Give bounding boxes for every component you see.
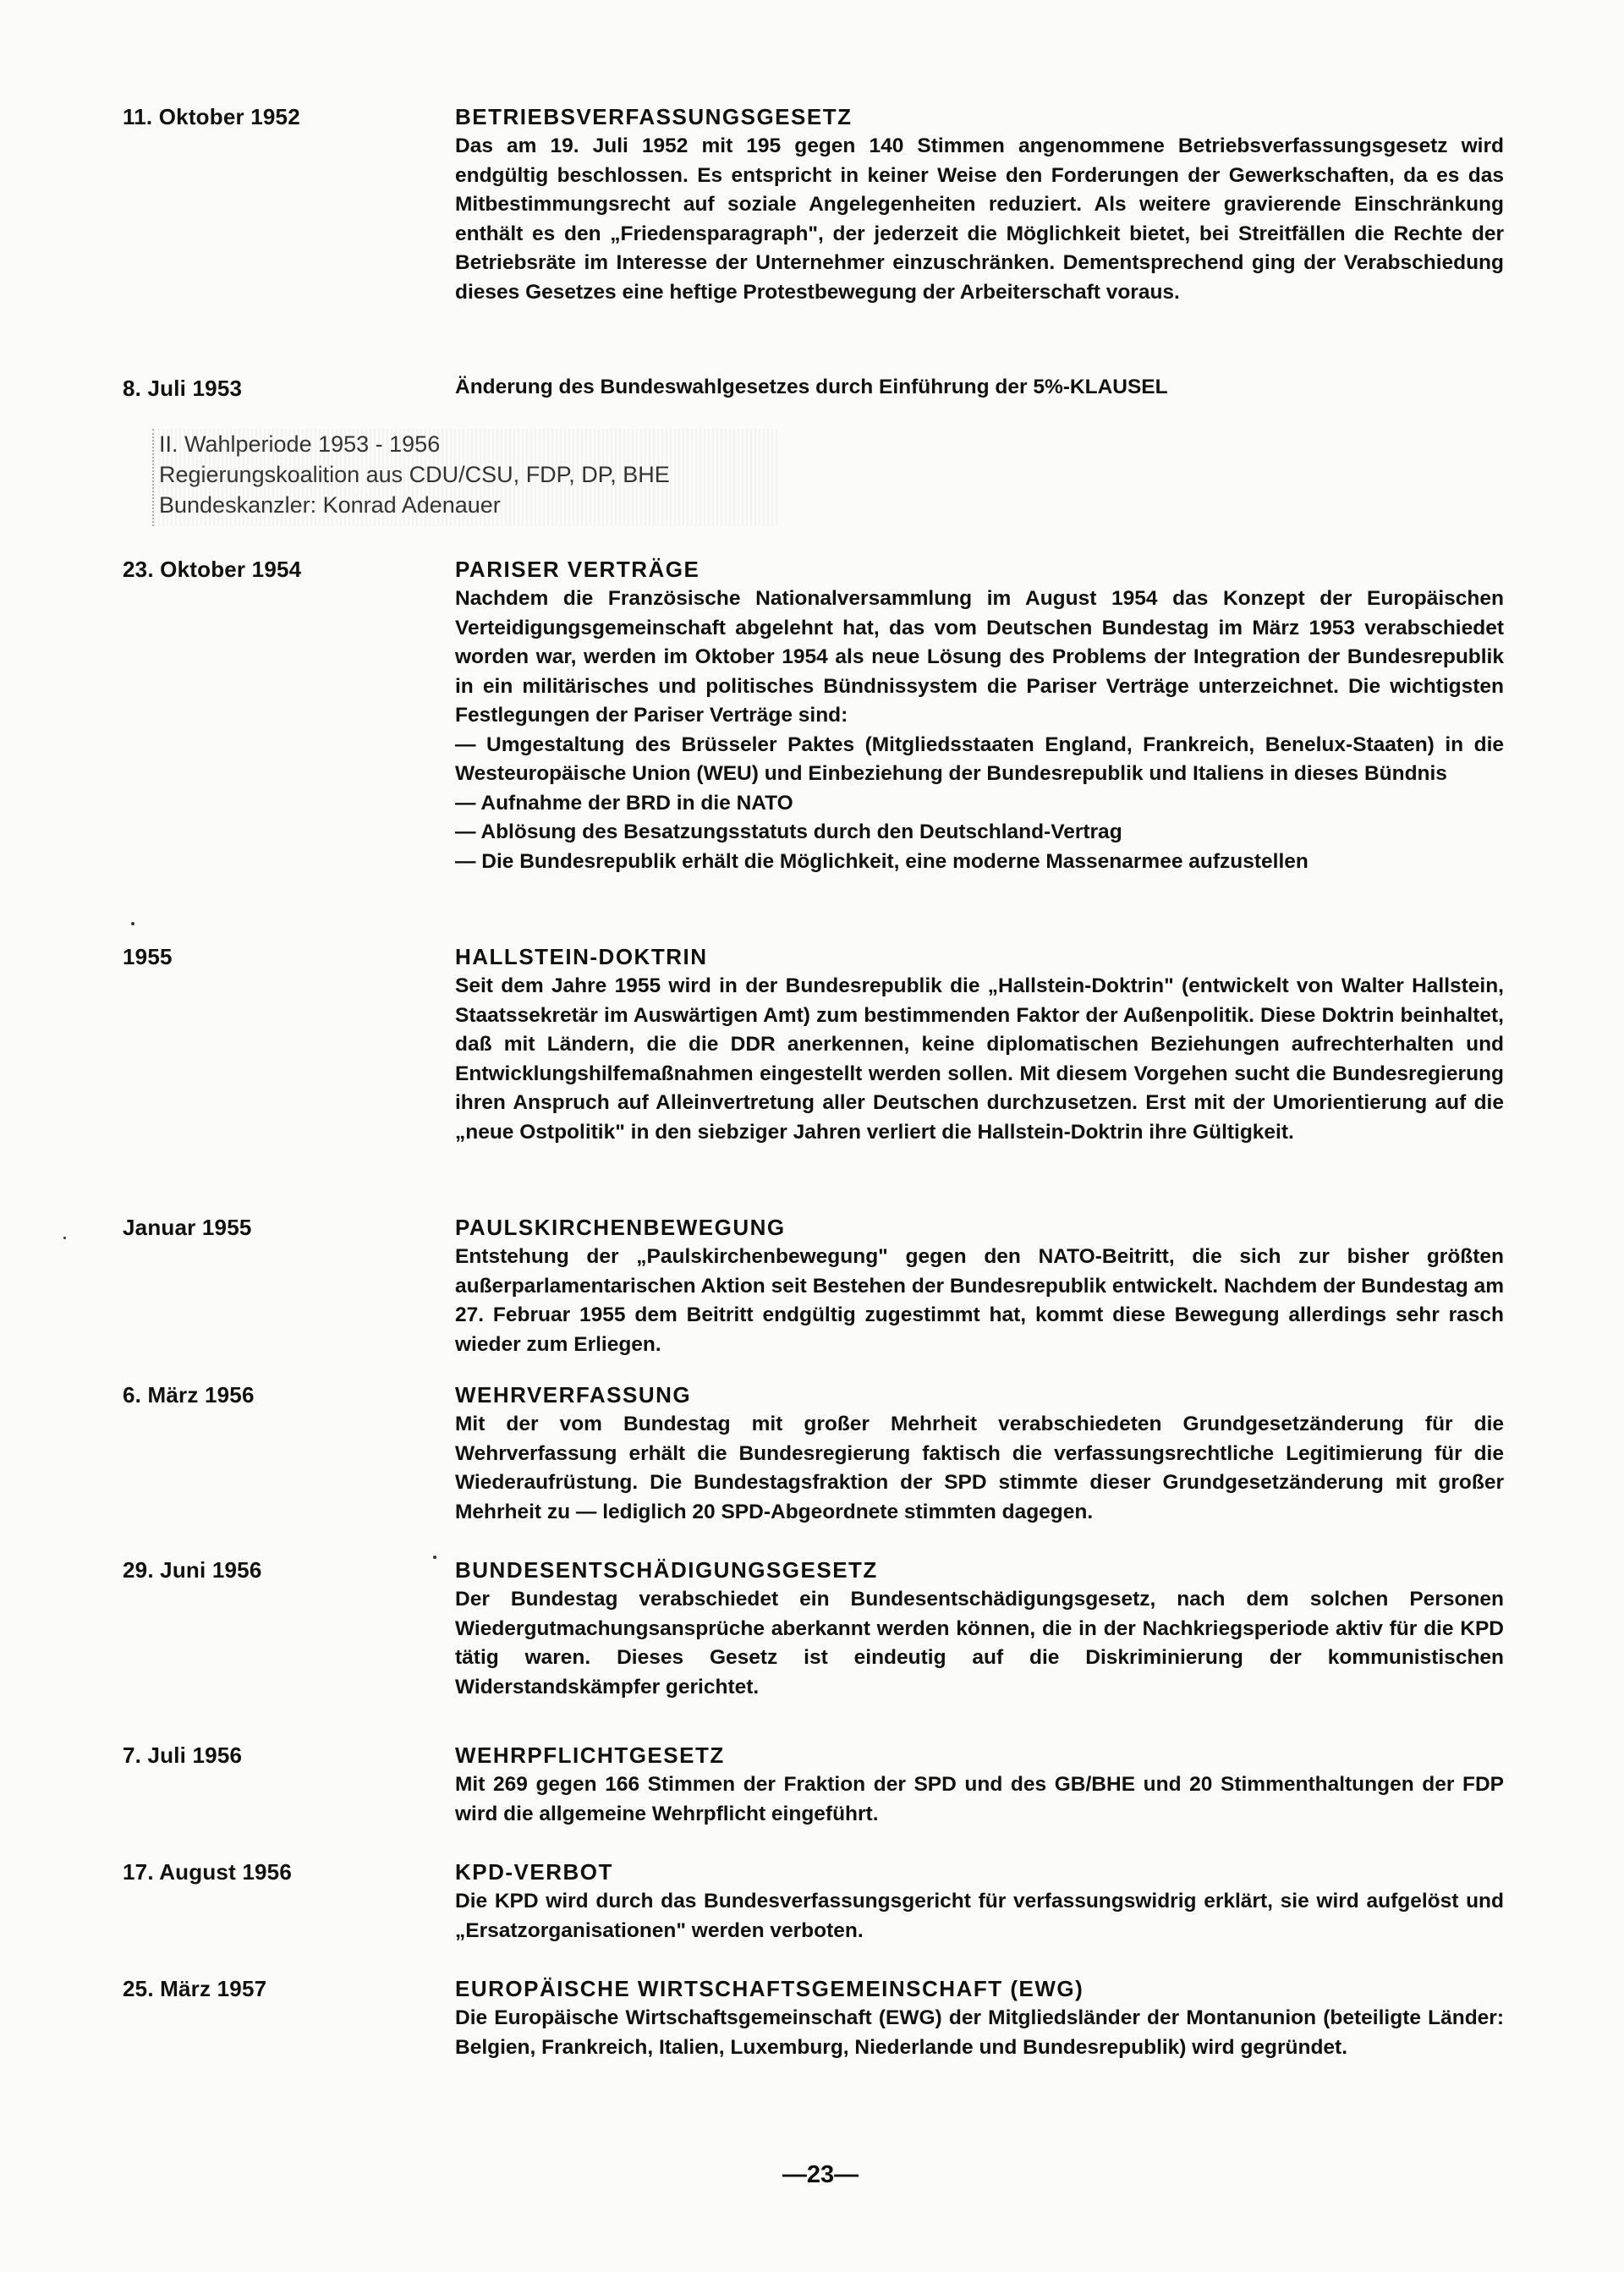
entry-heading: WEHRVERFASSUNG	[455, 1382, 692, 1408]
entry-text: Nachdem die Französische Nationalversammlung im August 1954 das Konzept der Europäischen Verteidigungsgemeinschaft abgelehnt hat, das vom Deutschen Bundestag im März 1953 verabschiedet worden war, werden im Oktober 1954 als neue Lösung des Problems der Integration der Bundesrepublik in ein militärisches und politisches Bündnissystem die Pariser Verträge unterzeichnet. Die wichtigsten Festlegungen der Pariser Verträge sind:	[455, 587, 1504, 727]
entry-text: Die KPD wird durch das Bundesverfassungsgericht für verfassungswidrig erklärt, sie wird aufgelöst und „Ersatzorganisationen" werden verboten.	[455, 1890, 1504, 1942]
legislative-period-box	[152, 429, 778, 526]
entry-heading: HALLSTEIN-DOKTRIN	[455, 944, 708, 969]
entry-content	[455, 1973, 1504, 2062]
entry-text: Entstehung der „Paulskirchenbewegung" gegen den NATO-Beitritt, die sich zur bisher größten außerparlamentarischen Aktion seit Bestehen der Bundesrepublik entwickelt. Nachdem der Bundestag am 27. Februar 1955 dem Beitritt endgültig zugestimmt hat, kommt diese Bewegung allerdings sehr rasch wieder zum Erliegen.	[455, 1245, 1504, 1356]
entry-date: 25. März 1957	[123, 1976, 267, 2001]
entry-heading: BUNDESENTSCHÄDIGUNGSGESETZ	[455, 1557, 878, 1583]
list-item: — Ablösung des Besatzungsstatuts durch den Deutschland-Vertrag	[455, 820, 1122, 843]
entry-date: 23. Oktober 1954	[123, 557, 302, 582]
period-title: II. Wahlperiode 1953 - 1956	[159, 431, 441, 457]
entry-text: Mit der vom Bundestag mit großer Mehrheit verabschiedeten Grundgesetzänderung für die Wehrverfassung erhält die Bundesregierung faktisch die verfassungsrechtliche Legitimierung für die Wiederaufrüstung. Die Bundestagsfraktion der SPD stimmte dieser Grundgesetzänderung mit großer Mehrheit zu — lediglich 20 SPD-Abgeordnete stimmten dagegen.	[455, 1413, 1504, 1523]
period-coalition: Regierungskoalition aus CDU/CSU, FDP, DP, BHE	[159, 462, 670, 487]
scan-speck	[433, 1556, 436, 1559]
page-number: —23—	[782, 2161, 859, 2188]
entry-content	[455, 102, 1504, 307]
entry-list	[455, 731, 1504, 877]
list-item: — Umgestaltung des Brüsseler Paktes (Mitgliedsstaaten England, Frankreich, Benelux-Staaten) in die Westeuropäische Union (WEU) und Einbeziehung der Bundesrepublik und Italiens in dieses Bündnis	[455, 733, 1504, 785]
entry-heading: WEHRPFLICHTGESETZ	[455, 1742, 725, 1768]
entry-text: Das am 19. Juli 1952 mit 195 gegen 140 Stimmen angenommene Betriebsverfassungsgesetz wird endgültig beschlossen. Es entspricht in keiner Weise den Forderungen der Gewerkschaften, da es das Mitbestimmungsrecht auf soziale Angelegenheiten reduziert. Als weitere gravierende Einschränkung enthält es den „Friedensparagraph", der jederzeit die Möglichkeit bietet, bei Streitfällen die Rechte der Betriebsräte im Interesse der Unternehmer einzuschränken. Dementsprechend ging der Verabschiedung dieses Gesetzes eine heftige Protestbewegung der Arbeiterschaft voraus.	[455, 134, 1504, 304]
entry-date: 29. Juni 1956	[123, 1557, 262, 1583]
entry-date: 6. März 1956	[123, 1382, 255, 1408]
period-chancellor: Bundeskanzler: Konrad Adenauer	[159, 492, 501, 518]
entry-date: 1955	[123, 944, 173, 969]
entry-content	[455, 1857, 1504, 1945]
entry-heading: PARISER VERTRÄGE	[455, 557, 700, 582]
entry-text: Der Bundestag verabschiedet ein Bundesentschädigungsgesetz, nach dem solchen Personen Wiedergutmachungsansprüche aberkannt werden können, die in der Nachkriegsperiode aktiv für die KPD tätig waren. Dieses Gesetz ist eindeutig auf die Diskriminierung der kommunistischen Widerstandskämpfer gerichtet.	[455, 1588, 1504, 1699]
entry-heading: BETRIEBSVERFASSUNGSGESETZ	[455, 104, 853, 129]
entry-content	[455, 1380, 1504, 1527]
entry-date: 11. Oktober 1952	[123, 104, 300, 129]
entry-date: Januar 1955	[123, 1215, 252, 1240]
entry-text: Seit dem Jahre 1955 wird in der Bundesrepublik die „Hallstein-Doktrin" (entwickelt von Walter Hallstein, Staatssekretär im Auswärtigen Amt) zum bestimmenden Faktor der Außenpolitik. Diese Doktrin beinhaltet, daß mit Ländern, die die DDR anerkennen, keine diplomatischen Beziehungen aufrechterhalten und Entwicklungshilfemaßnahmen eingestellt werden sollen. Mit diesem Vorgehen sucht die Bundesregierung ihren Anspruch auf Alleinvertretung aller Deutschen durchzusetzen. Erst mit der Umorientierung auf die „neue Ostpolitik" in den siebziger Jahren verliert die Hallstein-Doktrin ihre Gültigkeit.	[455, 974, 1504, 1144]
list-item: — Aufnahme der BRD in die NATO	[455, 791, 793, 815]
list-item: — Die Bundesrepublik erhält die Möglichkeit, eine moderne Massenarmee aufzustellen	[455, 849, 1309, 873]
scan-speck	[131, 922, 134, 925]
entry-text: Die Europäische Wirtschaftsgemeinschaft (EWG) der Mitgliedsländer der Montanunion (beteiligte Länder: Belgien, Frankreich, Italien, Luxemburg, Niederlande und Bundesrepublik) wird gegründet.	[455, 2006, 1504, 2059]
entry-content	[455, 373, 1504, 403]
entry-text: Mit 269 gegen 166 Stimmen der Fraktion der SPD und des GB/BHE und 20 Stimmenthaltungen der FDP wird die allgemeine Wehrpflicht eingeführt.	[455, 1773, 1504, 1825]
entry-date: 7. Juli 1956	[123, 1742, 243, 1768]
entry-content	[455, 941, 1504, 1147]
scan-speck	[63, 1237, 66, 1239]
entry-date: 17. August 1956	[123, 1859, 293, 1885]
entry-heading: EUROPÄISCHE WIRTSCHAFTSGEMEINSCHAFT (EWG)	[455, 1976, 1084, 2001]
entry-date: 8. Juli 1953	[123, 376, 243, 401]
entry-content	[455, 1555, 1504, 1702]
entry-content	[455, 1212, 1504, 1359]
entry-content	[455, 1740, 1504, 1829]
entry-content	[455, 554, 1504, 876]
entry-text: Änderung des Bundeswahlgesetzes durch Einführung der 5%-KLAUSEL	[455, 376, 1168, 398]
entry-heading: PAULSKIRCHENBEWEGUNG	[455, 1215, 786, 1240]
entry-heading: KPD-VERBOT	[455, 1859, 613, 1885]
